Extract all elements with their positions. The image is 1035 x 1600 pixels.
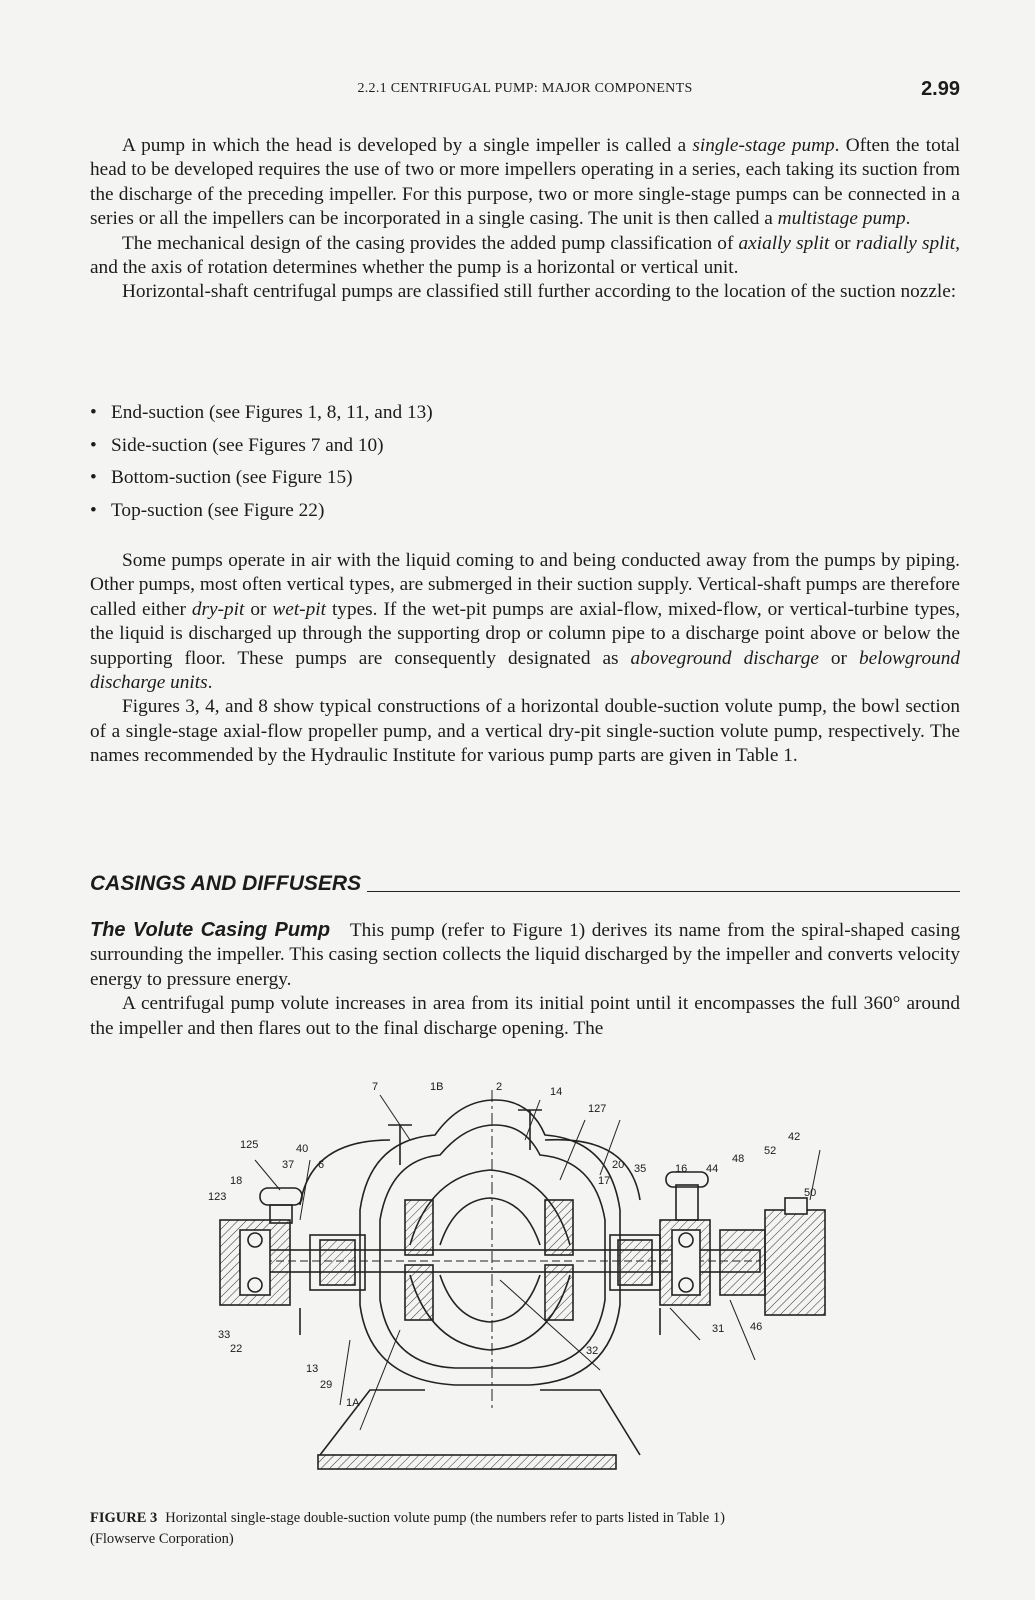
pump-cross-section-drawing bbox=[200, 1080, 840, 1490]
running-head: 2.2.1 CENTRIFUGAL PUMP: MAJOR COMPONENTS bbox=[357, 81, 693, 96]
list-item: • End-suction (see Figures 1, 8, 11, and 13) bbox=[90, 402, 433, 423]
part-label: 40 bbox=[296, 1143, 309, 1155]
intro-text bbox=[90, 134, 960, 305]
subhead-volute-casing-pump: The Volute Casing Pump bbox=[90, 919, 331, 941]
mid-text bbox=[90, 549, 960, 769]
list-item: • Side-suction (see Figures 7 and 10) bbox=[90, 434, 384, 456]
part-label: 50 bbox=[804, 1187, 817, 1199]
part-label: 18 bbox=[230, 1175, 243, 1187]
section-rule bbox=[367, 891, 960, 892]
suction-type-list bbox=[90, 400, 433, 530]
caption-text: Horizontal single-stage double-suction volute pump (the numbers refer to parts listed in Table 1) bbox=[165, 1510, 725, 1526]
pump-figure bbox=[200, 1080, 840, 1490]
paragraph-volute-casing: The Volute Casing Pump This pump (refer to Figure 1) derives its name from the spiral-shaped casing surrounding the impeller. This casing section collects the liquid discharged by the impeller and converts velocity energy to pressure energy. bbox=[90, 919, 960, 990]
caption-credit: (Flowserve Corporation) bbox=[90, 1531, 234, 1547]
part-label: 35 bbox=[634, 1163, 647, 1175]
part-label: 46 bbox=[750, 1321, 763, 1333]
part-label: 14 bbox=[550, 1086, 563, 1098]
part-label: 52 bbox=[764, 1145, 777, 1157]
part-label: 22 bbox=[230, 1343, 243, 1355]
part-label: 123 bbox=[208, 1191, 227, 1203]
list-item: • Top-suction (see Figure 22) bbox=[90, 499, 325, 521]
paragraph-volute-area: A centrifugal pump volute increases in area from its initial point until it encompasses the full 360° around the impeller and then flares out to the final discharge opening. The bbox=[90, 993, 960, 1039]
page-number: 2.99 bbox=[921, 78, 960, 100]
caption-label: FIGURE 3 bbox=[90, 1510, 158, 1526]
part-label: 2 bbox=[496, 1081, 503, 1093]
part-label: 32 bbox=[586, 1345, 599, 1357]
part-label: 42 bbox=[788, 1131, 801, 1143]
part-label: 48 bbox=[732, 1153, 745, 1165]
paragraph-suction-nozzle: Horizontal-shaft centrifugal pumps are classified still further according to the location of the suction nozzle: bbox=[122, 281, 957, 303]
part-label: 33 bbox=[218, 1329, 231, 1341]
section-heading bbox=[90, 868, 960, 896]
figure-caption bbox=[90, 1508, 950, 1550]
paragraph-single-stage: A pump in which the head is developed by a single impeller is called a single-stage pump. Often the total head to be developed requires the use of two or more impellers operating in a series, each taking its suction from the discharge of the preceding impeller. For this purpose, two or more single-stage pumps can be connected in a series or all the impellers can be incorporated in a single casing. The unit is then called a multistage pump. bbox=[90, 135, 960, 230]
part-label: 20 bbox=[612, 1159, 625, 1171]
part-label: 127 bbox=[588, 1103, 607, 1115]
paragraph-casing-split: The mechanical design of the casing provides the added pump classification of axially split or radially split, and the axis of rotation determines whether the pump is a horizontal or vertical unit. bbox=[90, 232, 960, 279]
part-label: 6 bbox=[318, 1159, 325, 1171]
part-label: 37 bbox=[282, 1159, 295, 1171]
part-label: 1A bbox=[346, 1397, 360, 1409]
page-header bbox=[90, 78, 960, 102]
part-label: 29 bbox=[320, 1379, 333, 1391]
part-label: 44 bbox=[706, 1163, 719, 1175]
part-label: 17 bbox=[598, 1175, 611, 1187]
list-item: • Bottom-suction (see Figure 15) bbox=[90, 467, 353, 488]
part-label: 31 bbox=[712, 1323, 725, 1335]
volute-text bbox=[90, 918, 960, 1041]
part-label: 7 bbox=[372, 1081, 379, 1093]
paragraph-dry-wet-pit: Some pumps operate in air with the liquid coming to and being conducted away from the pumps by piping. Other pumps, most often vertical types, are submerged in their suction supply. Vertical-shaft pumps are therefore called either dry-pit or wet-pit types. If the wet-pit pumps are axial-flow, mixed-flow, or vertical-turbine types, the liquid is discharged up through the supporting drop or column pipe to a discharge point above or below the supporting floor. These pumps are consequently designated as aboveground discharge or belowground discharge units. bbox=[90, 550, 961, 694]
section-title: CASINGS AND DIFFUSERS bbox=[90, 872, 362, 895]
part-label: 13 bbox=[306, 1363, 319, 1375]
part-label: 1B bbox=[430, 1081, 444, 1093]
part-label: 125 bbox=[240, 1139, 259, 1151]
part-label: 16 bbox=[675, 1163, 688, 1175]
paragraph-figures-reference: Figures 3, 4, and 8 show typical constructions of a horizontal double-suction volute pump, the bowl section of a single-stage axial-flow propeller pump, and a vertical dry-pit single-suction volute pump, respectively. The names recommended by the Hydraulic Institute for various pump parts are given in Table 1. bbox=[90, 696, 960, 767]
